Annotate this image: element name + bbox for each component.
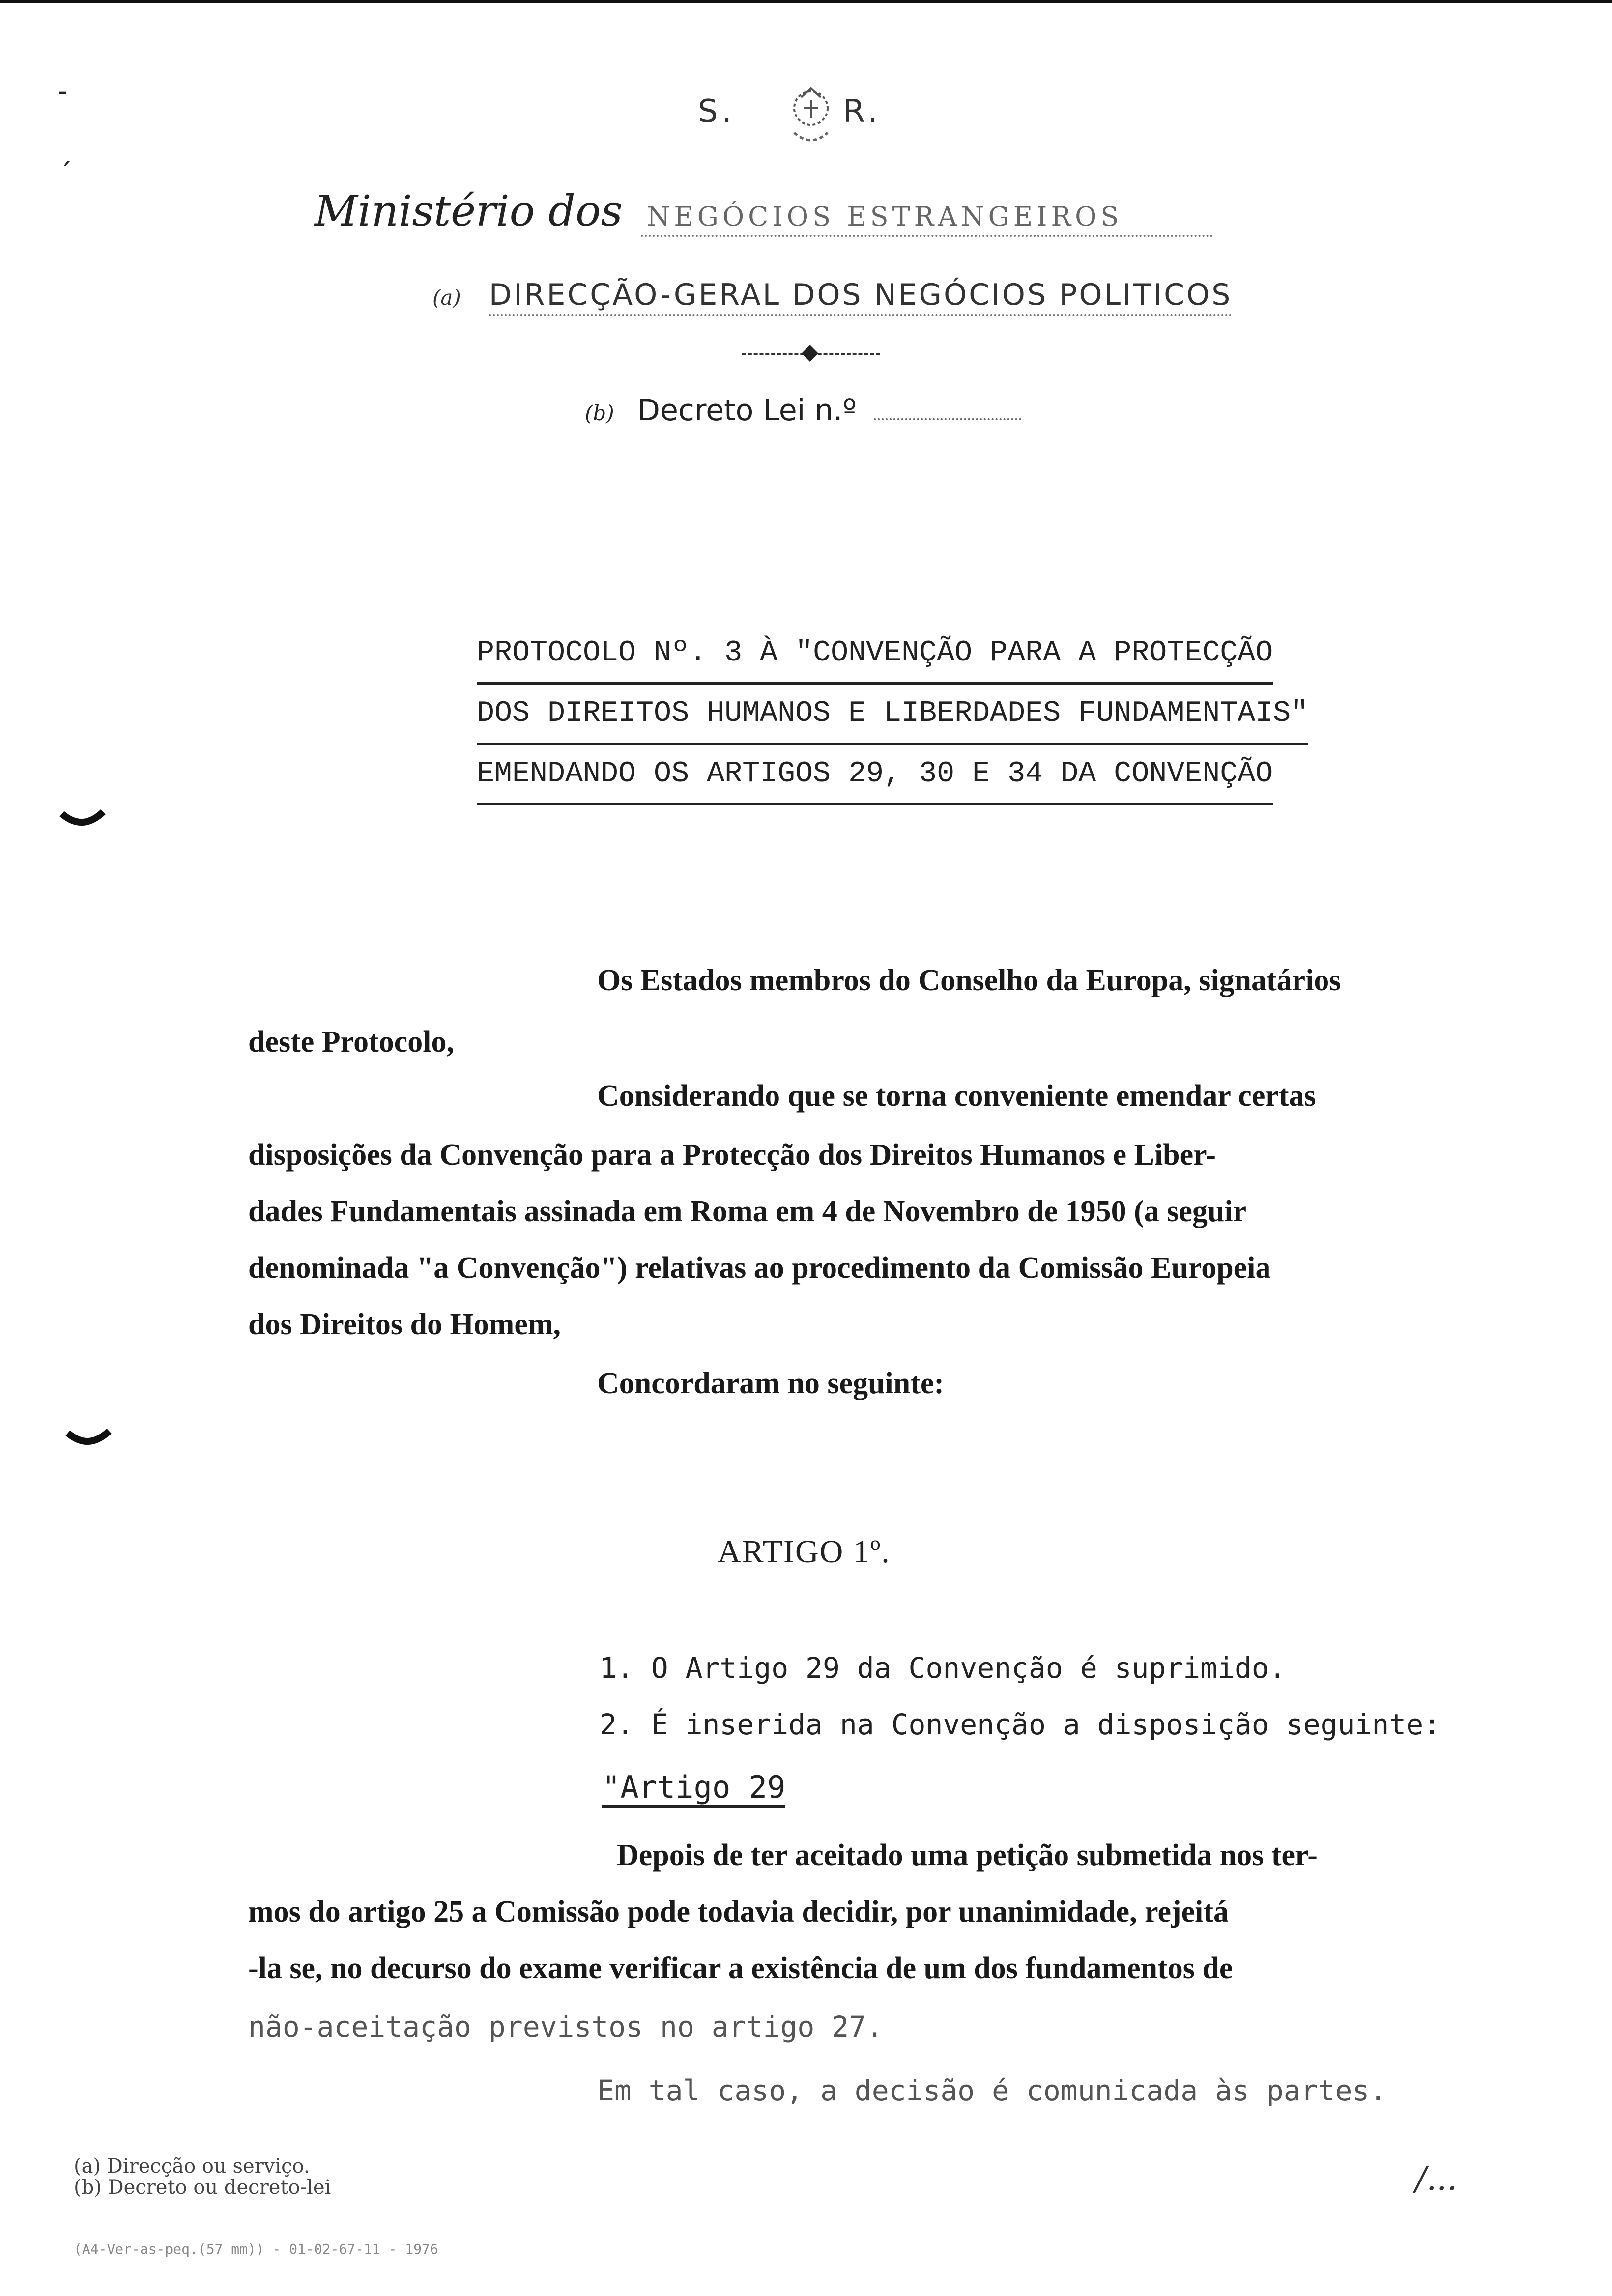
- footnote-ref-a: (a): [432, 286, 461, 310]
- preamble-line: deste Protocolo,: [248, 1025, 454, 1059]
- footnote-a: (a) Direcção ou serviço.: [74, 2155, 310, 2178]
- preamble-line: Os Estados membros do Conselho da Europa, signatários: [597, 964, 1341, 997]
- article-sub-heading: "Artigo 29: [602, 1769, 785, 1805]
- ministry-prefix: Ministério dos: [315, 187, 623, 236]
- coat-of-arms-seal-icon: [777, 79, 845, 157]
- article-paragraph-line: mos do artigo 25 a Comissão pode todavia decidir, por unanimidade, rejeitá: [248, 1895, 1229, 1928]
- ministry-line: [315, 187, 1213, 237]
- article-item: 2. É inserida na Convenção a disposição seguinte:: [600, 1708, 1441, 1741]
- preamble-line: dades Fundamentais assinada em Roma em 4 de Novembro de 1950 (a seguir: [248, 1195, 1247, 1228]
- margin-mark: ˊ: [58, 157, 73, 192]
- direction-name: DIRECÇÃO-GERAL DOS NEGÓCIOS POLITICOS: [489, 278, 1232, 316]
- decree-label: Decreto Lei n.º: [637, 393, 857, 428]
- decree-line: [585, 393, 1021, 428]
- sr-left: S.: [698, 93, 736, 130]
- title-line-3: EMENDANDO OS ARTIGOS 29, 30 E 34 DA CONVENÇÃO: [477, 745, 1273, 805]
- article-paragraph-line: não-aceitação previstos no artigo 27.: [248, 2010, 884, 2043]
- top-border-line: [0, 0, 1612, 3]
- ministry-name: NEGÓCIOS ESTRANGEIROS: [641, 201, 1213, 237]
- preamble-line: dos Direitos do Homem,: [248, 1308, 561, 1341]
- preamble-line: denominada "a Convenção") relativas ao procedimento da Comissão Europeia: [248, 1251, 1271, 1285]
- article-heading: ARTIGO 1º.: [718, 1534, 891, 1570]
- diamond-ornament-icon: [802, 345, 818, 362]
- direction-line: [432, 278, 1232, 312]
- footnote-ref-b: (b): [585, 401, 614, 425]
- article-item: 1. O Artigo 29 da Convenção é suprimido.: [600, 1651, 1286, 1685]
- decree-number-blank: [874, 418, 1021, 420]
- footnote-b: (b) Decreto ou decreto-lei: [74, 2176, 331, 2199]
- title-line-1: PROTOCOLO Nº. 3 À "CONVENÇÃO PARA A PROTECÇÃO: [477, 624, 1273, 685]
- print-code: (A4-Ver-as-peq.(57 mm)) - 01-02-67-11 - 1976: [74, 2241, 438, 2257]
- preamble-line: disposições da Convenção para a Protecção dos Direitos Humanos e Liber-: [248, 1138, 1216, 1172]
- continuation-mark: /...: [1415, 2160, 1458, 2198]
- sr-right: R.: [843, 93, 882, 130]
- article-paragraph-line: Em tal caso, a decisão é comunicada às partes.: [597, 2074, 1387, 2107]
- article-paragraph-line: Depois de ter aceitado uma petição submetida nos ter-: [617, 1838, 1318, 1872]
- punch-hole-mark: [58, 806, 107, 835]
- protocol-title: [477, 624, 1308, 805]
- preamble-line: Concordaram no seguinte:: [597, 1367, 945, 1400]
- margin-mark: ˗: [58, 74, 68, 108]
- title-line-2: DOS DIREITOS HUMANOS E LIBERDADES FUNDAMENTAIS": [477, 685, 1308, 745]
- punch-hole-mark: [64, 1425, 113, 1455]
- preamble-line: Considerando que se torna conveniente emendar certas: [597, 1079, 1316, 1113]
- article-paragraph-line: -la se, no decurso do exame verificar a existência de um dos fundamentos de: [248, 1952, 1233, 1985]
